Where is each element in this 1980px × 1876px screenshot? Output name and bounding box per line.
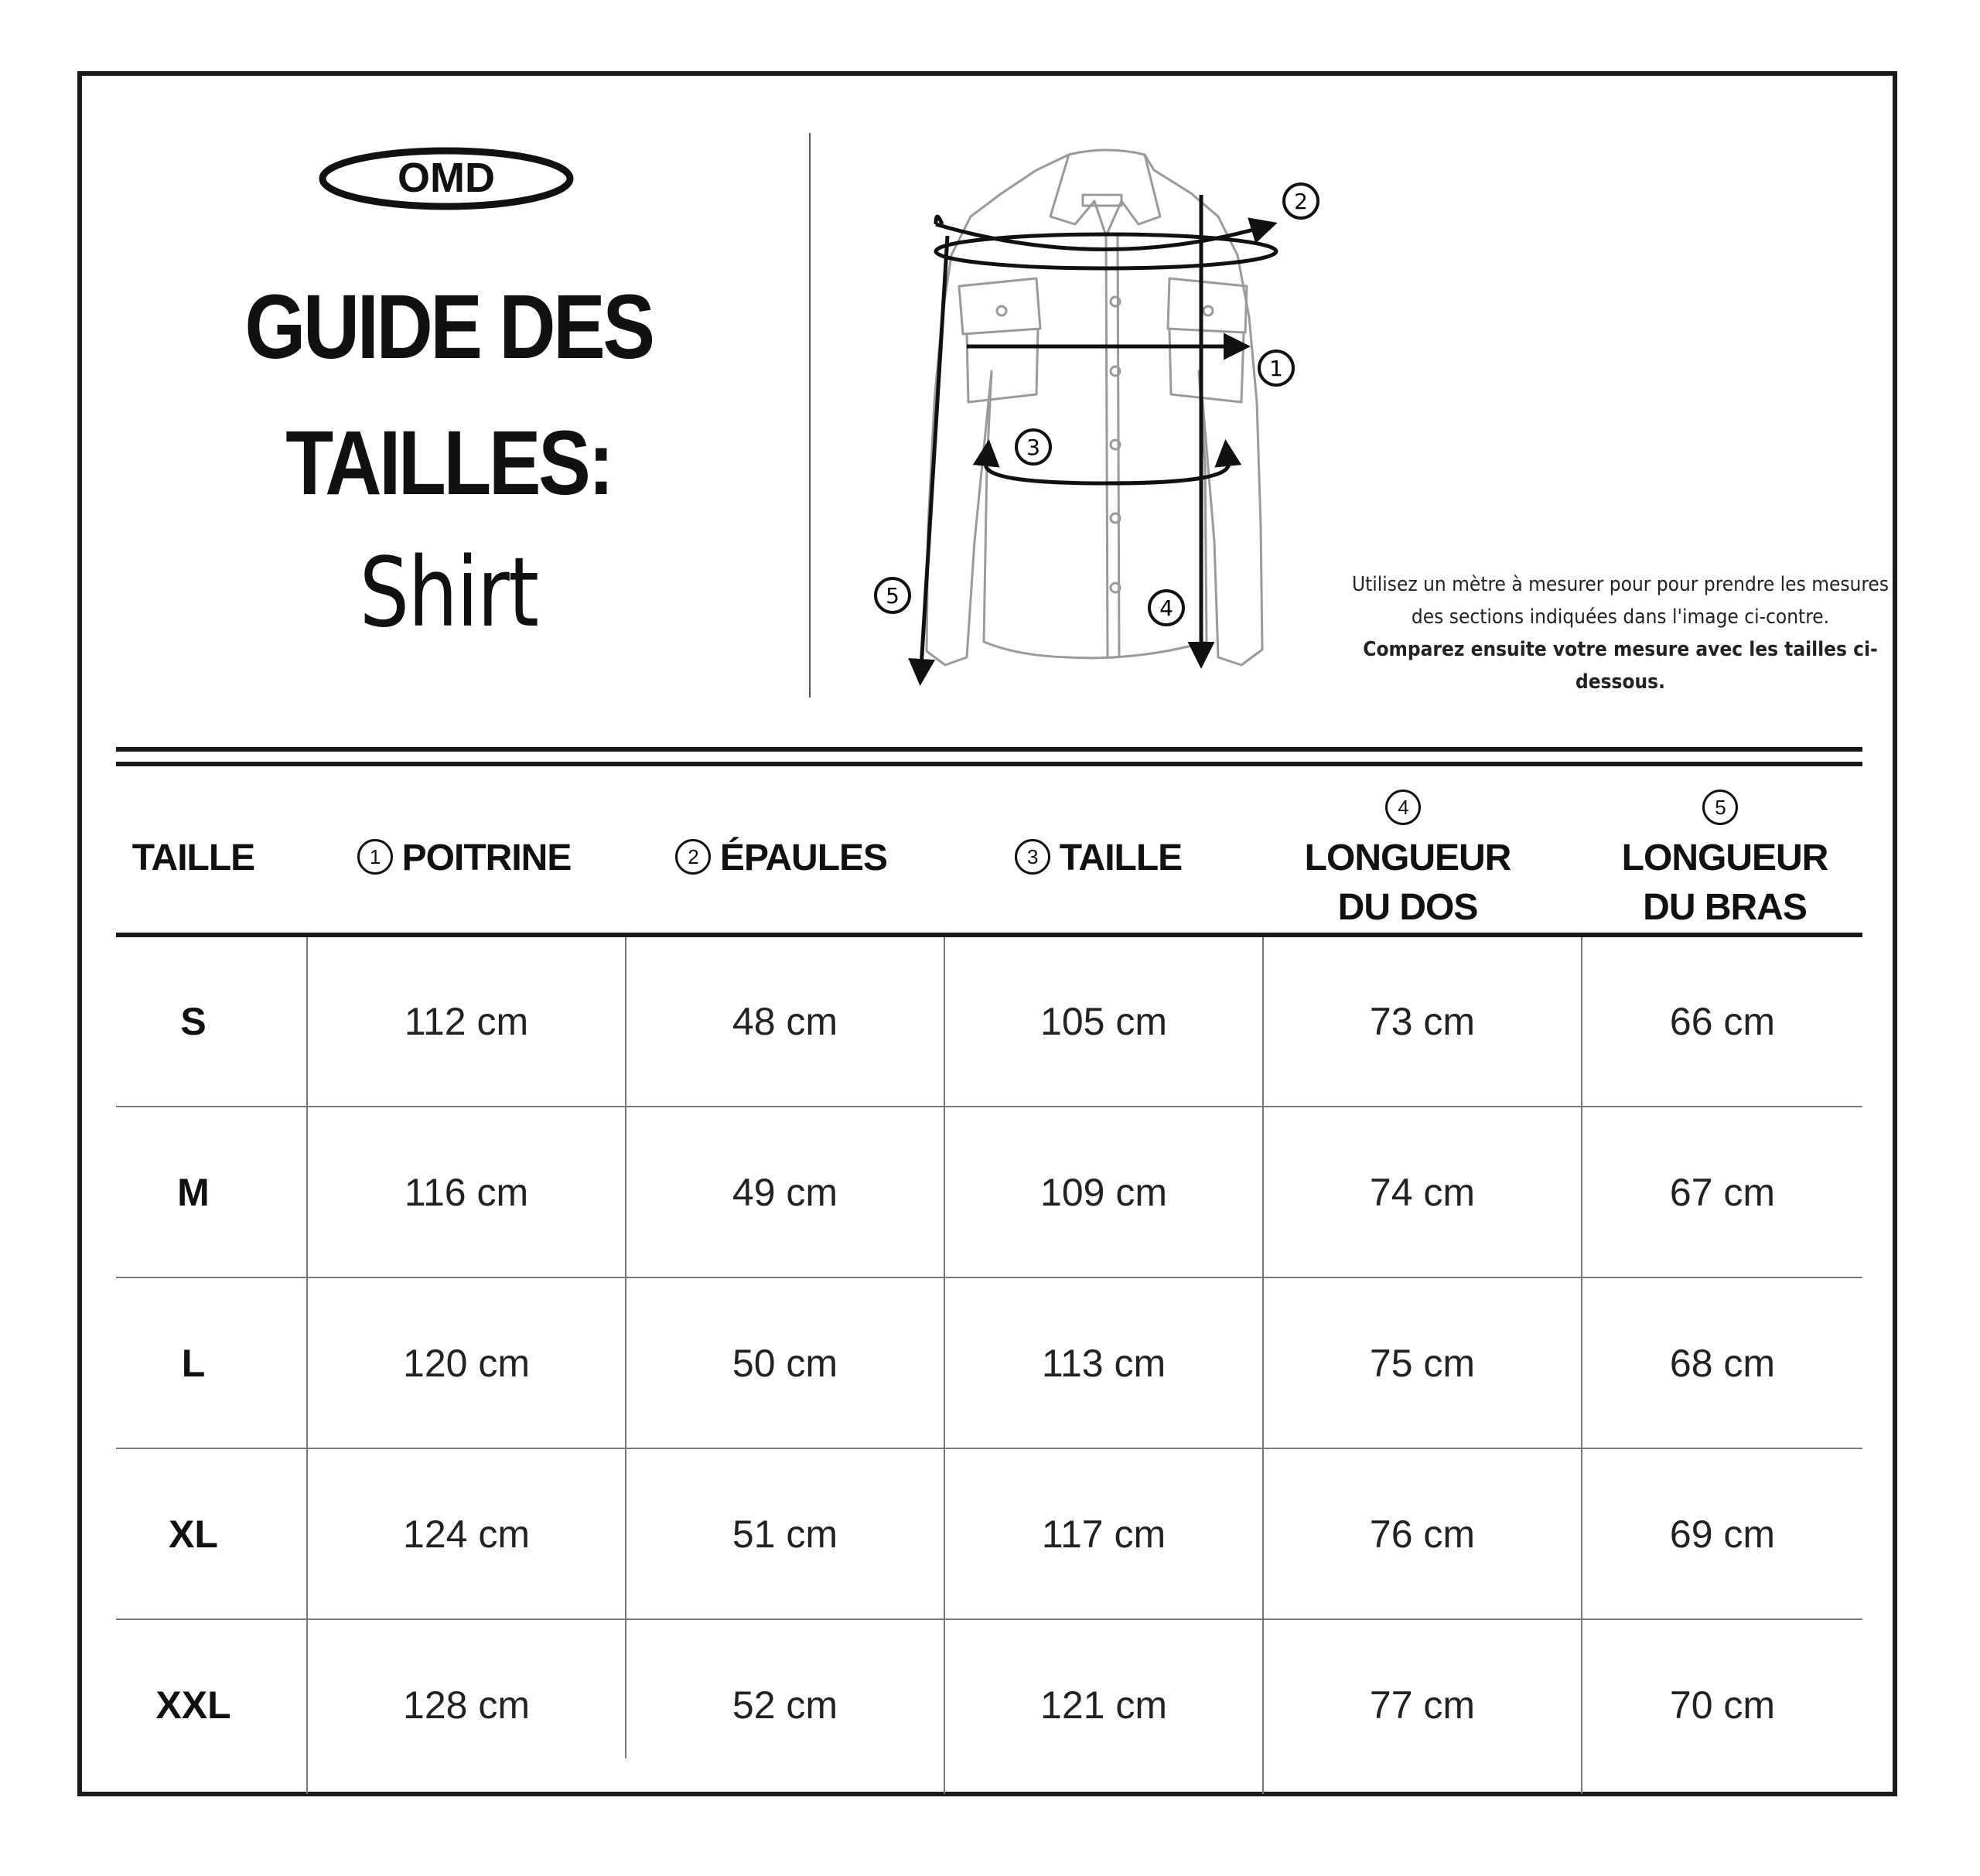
- omd-logo: [319, 147, 574, 210]
- size-cell: M: [177, 1170, 210, 1214]
- logo-text: OMD: [398, 155, 495, 201]
- arm-length-cell: 67 cm: [1669, 1170, 1776, 1214]
- col-header-shoulders: 2 ÉPAULES: [626, 796, 936, 920]
- col-header-waist: 3 TAILLE: [944, 796, 1253, 920]
- page-title-line2: TAILLES:: [285, 412, 612, 514]
- waist-cell: 105 cm: [1040, 1000, 1167, 1043]
- back-length-cell: 73 cm: [1369, 1000, 1476, 1043]
- size-cell: L: [181, 1341, 206, 1385]
- arm-length-cell: 68 cm: [1669, 1341, 1776, 1385]
- chest-cell: 112 cm: [404, 1000, 529, 1043]
- chest-cell: 116 cm: [404, 1170, 529, 1214]
- waist-cell: 117 cm: [1041, 1512, 1166, 1556]
- svg-text:3: 3: [1026, 435, 1040, 460]
- page-title-line1: GUIDE DES: [244, 276, 653, 378]
- col-header-size: TAILLE: [131, 837, 255, 878]
- chest-cell: 120 cm: [403, 1341, 530, 1385]
- instructions-text: Utilisez un mètre à mesurer pour pour prendre les mesures des sections indiquées dans l'image ci-contre.: [1351, 573, 1890, 629]
- size-cell: XXL: [155, 1683, 231, 1727]
- chest-cell: 128 cm: [403, 1683, 530, 1727]
- back-length-cell: 76 cm: [1369, 1512, 1476, 1556]
- arm-length-cell: 70 cm: [1669, 1683, 1776, 1727]
- shirt-outline: [927, 150, 1262, 665]
- back-length-cell: 75 cm: [1369, 1341, 1476, 1385]
- product-subtitle: Shirt: [359, 537, 538, 649]
- col-header-back-length: 4LONGUEUR DU DOS: [1284, 796, 1531, 920]
- number-3-icon: 3: [1015, 839, 1050, 875]
- size-cell: S: [180, 1000, 207, 1043]
- back-length-cell: 74 cm: [1369, 1170, 1476, 1214]
- chest-cell: 124 cm: [403, 1512, 530, 1556]
- number-1-icon: 1: [357, 839, 393, 875]
- size-cell: XL: [169, 1512, 218, 1556]
- number-5-icon: 5: [1702, 790, 1738, 825]
- number-4-icon: 4: [1385, 790, 1421, 825]
- shoulders-cell: 52 cm: [732, 1683, 838, 1727]
- waist-cell: 121 cm: [1040, 1683, 1167, 1727]
- measuring-instructions: [1346, 568, 1895, 698]
- col-header-arm-length: 5LONGUEUR DU BRAS: [1601, 796, 1849, 920]
- shoulders-cell: 48 cm: [732, 1000, 838, 1043]
- shirt-measurement-diagram: [851, 139, 1361, 696]
- header-rule-top: [116, 747, 1862, 752]
- shoulders-cell: 51 cm: [732, 1512, 838, 1556]
- shoulders-cell: 50 cm: [732, 1341, 838, 1385]
- arm-length-cell: 69 cm: [1669, 1512, 1776, 1556]
- header-divider: [809, 133, 811, 698]
- svg-text:1: 1: [1269, 356, 1283, 381]
- header-rule-bottom: [116, 762, 1862, 766]
- instructions-bold-text: Comparez ensuite votre mesure avec les tailles ci-dessous.: [1363, 638, 1878, 694]
- shoulders-cell: 49 cm: [732, 1170, 838, 1214]
- back-length-cell: 77 cm: [1369, 1683, 1476, 1727]
- svg-text:5: 5: [886, 583, 900, 609]
- svg-text:2: 2: [1294, 189, 1308, 214]
- waist-cell: 109 cm: [1040, 1170, 1167, 1214]
- measurement-arrows: [920, 195, 1276, 680]
- waist-cell: 113 cm: [1041, 1341, 1166, 1385]
- col-header-chest: 1 POITRINE: [309, 796, 619, 920]
- arm-length-cell: 66 cm: [1669, 1000, 1776, 1043]
- svg-text:4: 4: [1159, 595, 1173, 621]
- number-2-icon: 2: [675, 839, 711, 875]
